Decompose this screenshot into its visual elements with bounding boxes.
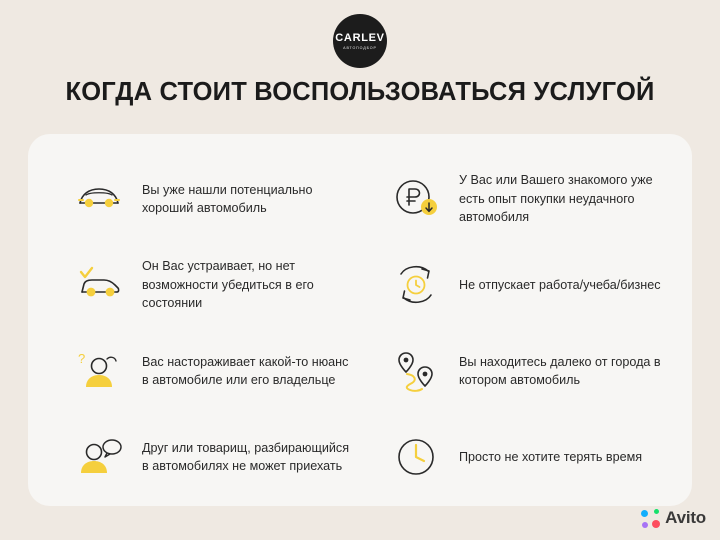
list-item [68,328,355,414]
benefits-columns [28,134,692,506]
list-item-text: Вы находитесь далеко от города в котором автомобиль [459,354,661,387]
logo-tagline: АВТОПОДБОР [343,45,377,50]
avito-label: Avito [665,508,706,527]
benefits-column-left [34,156,361,488]
list-item-text: Не отпускает работа/учеба/бизнес [459,277,661,292]
avito-watermark [641,508,706,528]
list-item [385,328,672,414]
list-item-text: Друг или товарищ, разбирающийся в автомобилях не может приехать [142,440,350,473]
avito-logo-icon [641,509,660,528]
list-item-text: Вы уже нашли потенциально хороший автомобиль [142,182,313,215]
list-item-text: Просто не хотите терять время [459,449,643,464]
clock-arrows-icon [385,257,447,313]
ruble-down-icon [385,171,447,227]
logo-container [0,14,720,68]
route-pins-icon [385,343,447,399]
benefits-card [28,134,692,506]
benefits-column-right [361,156,686,488]
car-side-check-icon [68,257,130,313]
page-title: КОГДА СТОИТ ВОСПОЛЬЗОВАТЬСЯ УСЛУГОЙ [65,78,655,106]
list-item [385,242,672,328]
svg-text:?: ? [78,351,86,366]
person-speech-icon [68,429,130,485]
brand-logo [333,14,387,68]
person-question-icon [68,343,130,399]
clock-icon [385,429,447,485]
list-item [385,414,672,500]
logo-name: CARLEV [335,31,385,44]
list-item-text: У Вас или Вашего знакомого уже есть опыт покупки неудачного автомобиля [459,173,653,225]
list-item-text: Он Вас устраивает, но нет возможности убедиться в его состоянии [142,259,314,311]
list-item [68,414,355,500]
list-item [385,156,672,242]
list-item [68,242,355,328]
car-front-icon [68,171,130,227]
list-item-text: Вас настораживает какой-то нюанс в автомобиле или его владельце [142,354,349,387]
list-item [68,156,355,242]
